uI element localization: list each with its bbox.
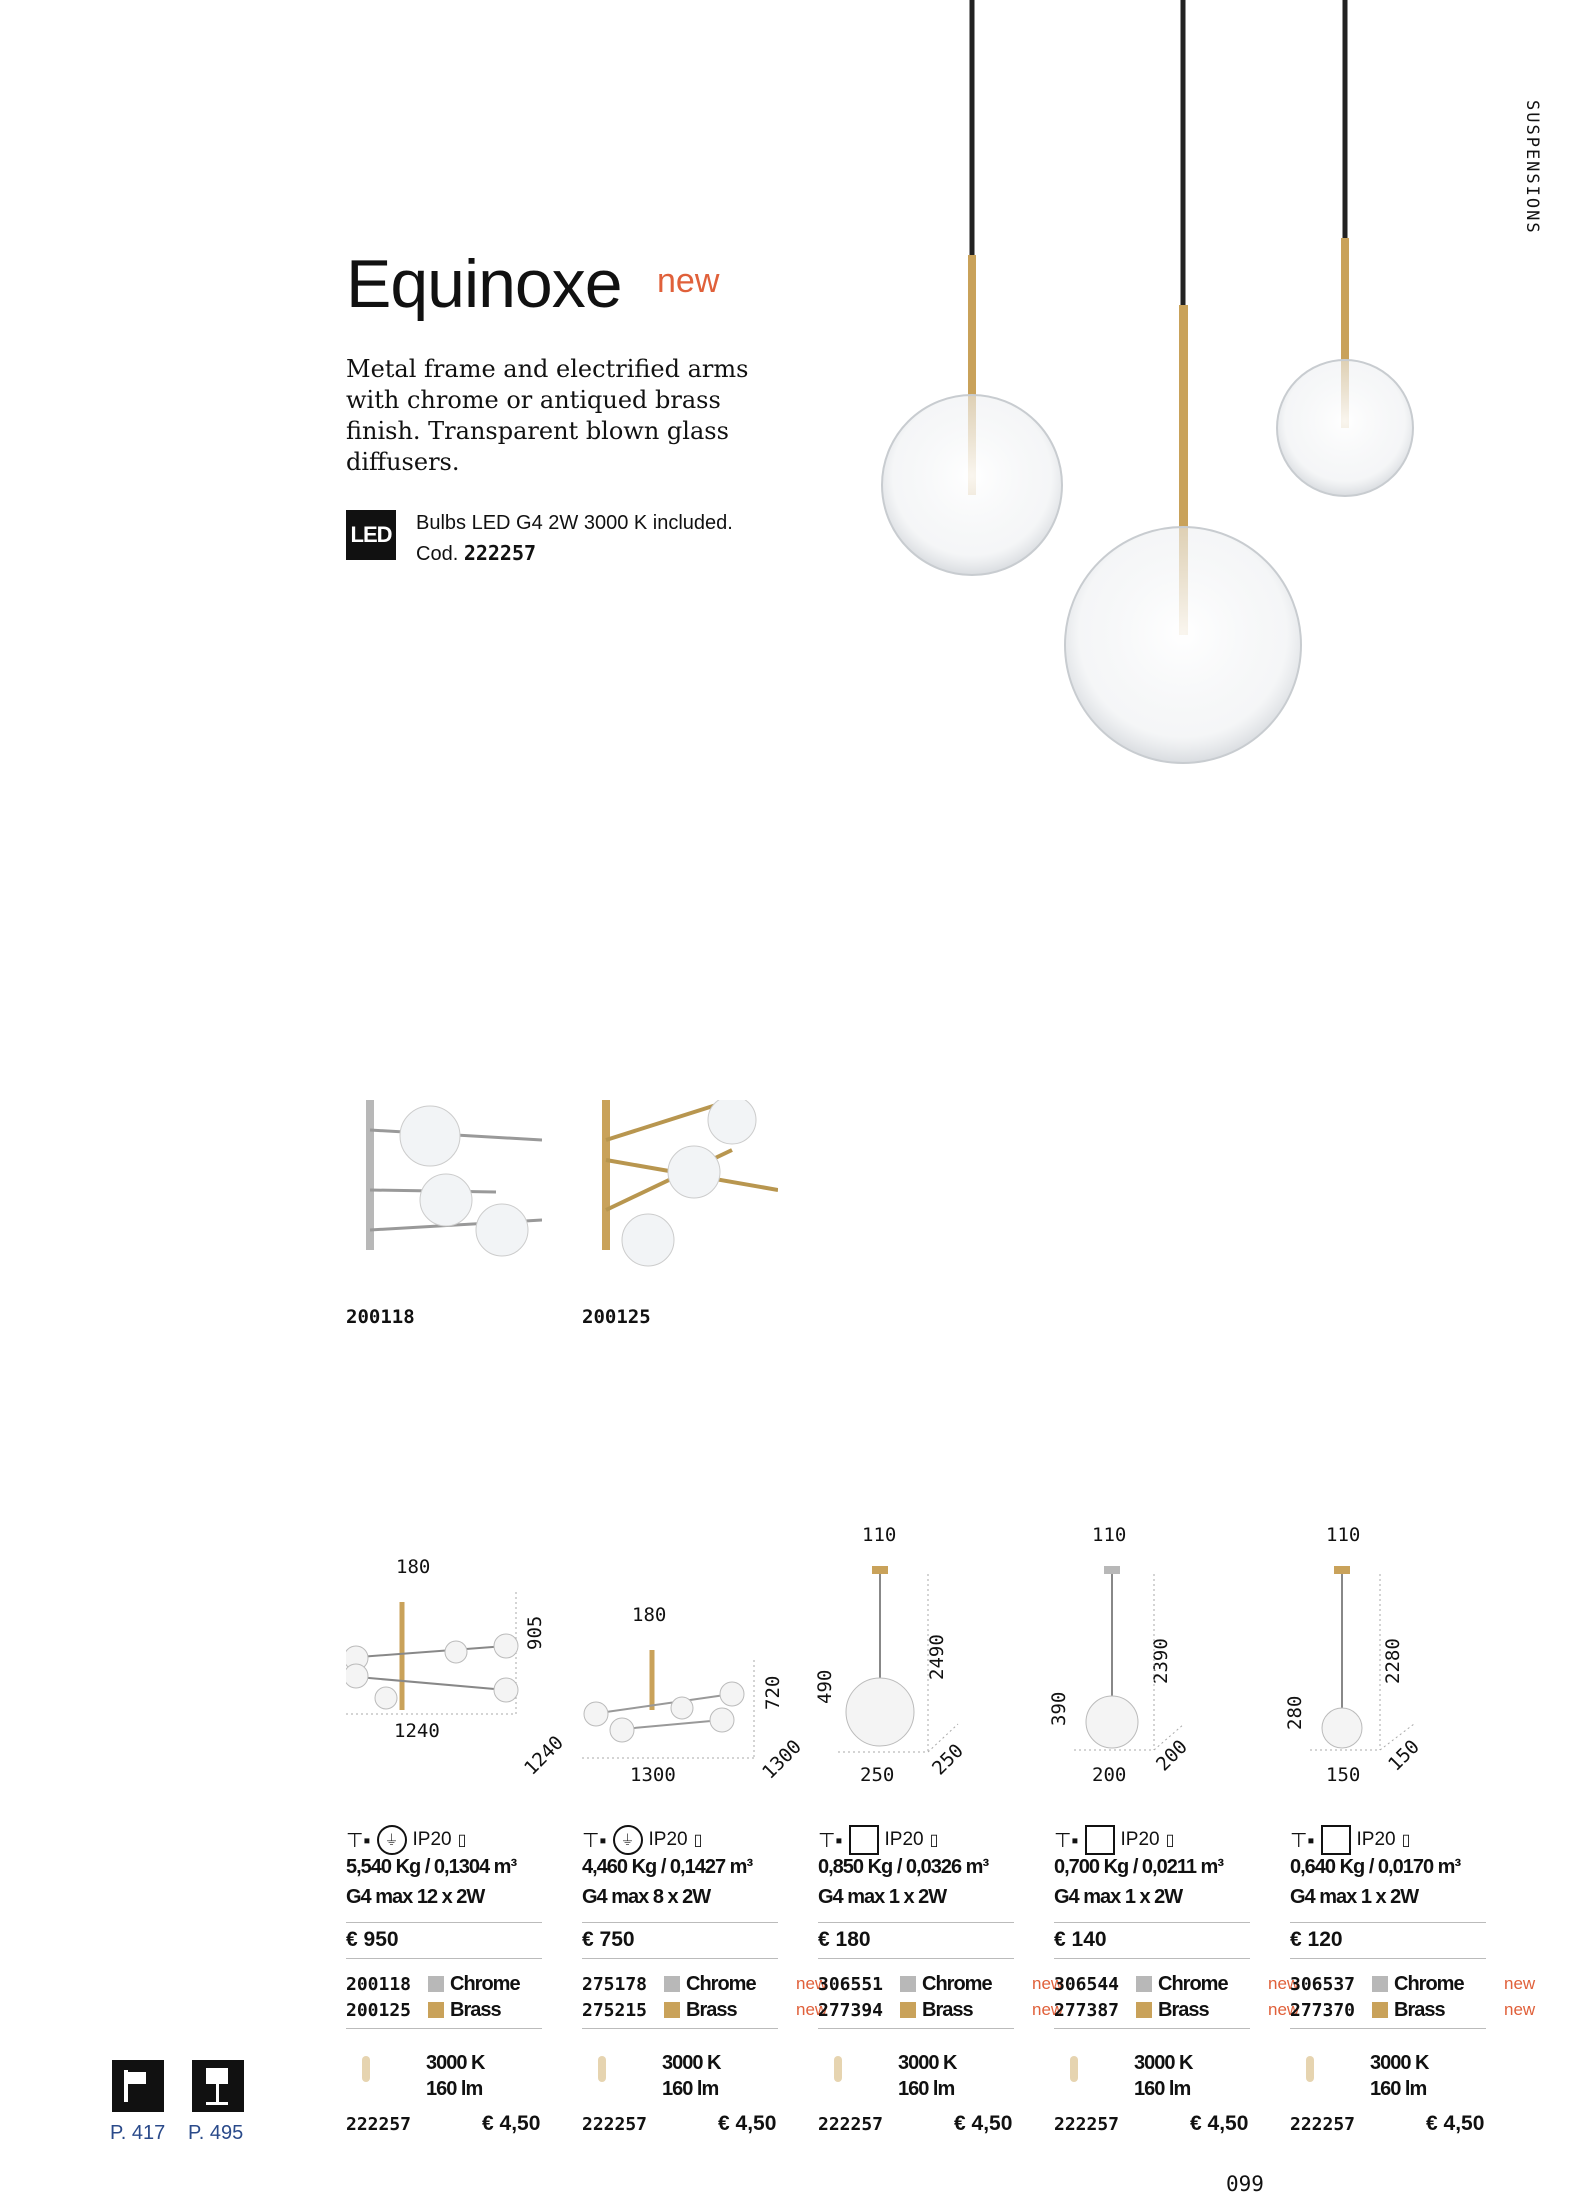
- ip-rating: IP20: [1120, 1829, 1160, 1850]
- bulb-included-icon: ▯: [693, 1832, 703, 1849]
- bulb-code: 222257: [582, 2114, 648, 2135]
- dim-width: 150: [1326, 1764, 1361, 1786]
- divider: [1054, 1958, 1250, 1959]
- bulb-icon: [834, 2056, 842, 2082]
- lamp-spec: G4 max 12 x 2W: [346, 1886, 485, 1908]
- variant-code: 306551: [818, 1973, 884, 1995]
- led-icon: LED: [346, 510, 396, 560]
- variant-finish: Chrome: [922, 1972, 992, 1995]
- new-tag: new: [1504, 1974, 1536, 1993]
- new-tag: new: [1268, 2000, 1300, 2019]
- earth-class-icon: ⏚: [377, 1825, 407, 1855]
- dim-width: 200: [1092, 1764, 1127, 1786]
- bulb-icon: [1070, 2056, 1078, 2082]
- variant-finish: Brass: [450, 1998, 501, 2021]
- variant-row: [1054, 1972, 1300, 1996]
- new-tag: new: [1268, 1974, 1300, 1993]
- lamp-spec: G4 max 1 x 2W: [1054, 1886, 1183, 1908]
- variant-code: 275215: [582, 1999, 648, 2021]
- variant-finish: Chrome: [1158, 1972, 1228, 1995]
- new-tag: new: [796, 2000, 828, 2019]
- divider: [582, 1922, 778, 1923]
- bulb-price: € 4,50: [718, 2112, 777, 2135]
- dim-width: 1300: [630, 1764, 676, 1786]
- variant-row: [346, 1998, 501, 2022]
- lamp-spec: G4 max 1 x 2W: [818, 1886, 947, 1908]
- variant-row: [818, 1972, 1064, 1996]
- thumbnail-brass-image: [582, 1100, 778, 1290]
- variant-code: 275178: [582, 1973, 648, 1995]
- weight-volume: 5,540 Kg / 0,1304 m³: [346, 1856, 517, 1878]
- dim-height: 2390: [1150, 1638, 1172, 1684]
- bulb-temp: 3000 K: [662, 2052, 721, 2074]
- divider: [346, 2028, 542, 2029]
- bulb-included-icon: ▯: [929, 1832, 939, 1849]
- dim-depth: 1300: [758, 1735, 806, 1784]
- chrome-swatch-icon: [1136, 1976, 1152, 1992]
- new-tag: new: [1032, 2000, 1064, 2019]
- bulb-lumen: 160 lm: [426, 2078, 483, 2100]
- product-column: [1284, 1520, 1536, 2140]
- variant-row: [346, 1972, 520, 1996]
- thumbnail-chrome-image: [346, 1100, 542, 1290]
- earth-class-icon: ⏚: [613, 1825, 643, 1855]
- dim-height: 905: [524, 1615, 546, 1650]
- product-drawing: [818, 1560, 1014, 1780]
- bulb-note-code: 222257: [463, 541, 537, 565]
- new-tag: new: [796, 1974, 828, 1993]
- divider: [1290, 1958, 1486, 1959]
- bulb-code: 222257: [346, 2114, 412, 2135]
- weight-volume: 0,850 Kg / 0,0326 m³: [818, 1856, 989, 1878]
- divider: [1290, 1922, 1486, 1923]
- bulb-note: [416, 508, 733, 569]
- product-price: € 140: [1054, 1928, 1107, 1951]
- bulb-lumen: 160 lm: [898, 2078, 955, 2100]
- bulb-lumen: 160 lm: [662, 2078, 719, 2100]
- bulb-icon: [1306, 2056, 1314, 2082]
- dim-top: 180: [396, 1556, 431, 1578]
- variant-finish: Chrome: [1394, 1972, 1464, 1995]
- bulb-price: € 4,50: [954, 2112, 1013, 2135]
- variant-row: [1290, 1972, 1536, 1996]
- lamp-spec: G4 max 1 x 2W: [1290, 1886, 1419, 1908]
- section-label: SUSPENSIONS: [1522, 100, 1542, 235]
- bulb-code: 222257: [1054, 2114, 1120, 2135]
- dim-globe: 390: [1048, 1691, 1070, 1726]
- thumbnail-code: 200125: [582, 1306, 651, 1328]
- new-badge: new: [657, 262, 720, 300]
- new-tag: new: [1032, 1974, 1064, 1993]
- bulb-included-icon: ▯: [1401, 1832, 1411, 1849]
- dim-width: 250: [860, 1764, 895, 1786]
- lamp-spec: G4 max 8 x 2W: [582, 1886, 711, 1908]
- variant-row: [582, 1998, 828, 2022]
- variant-code: 277370: [1290, 1999, 1356, 2021]
- bulb-price: € 4,50: [1190, 2112, 1249, 2135]
- product-price: € 750: [582, 1928, 635, 1951]
- divider: [582, 2028, 778, 2029]
- bulb-icon: [362, 2056, 370, 2082]
- bulb-icon: [598, 2056, 606, 2082]
- chrome-swatch-icon: [664, 1976, 680, 1992]
- divider: [1054, 2028, 1250, 2029]
- variant-finish: Chrome: [450, 1972, 520, 1995]
- ip-rating: IP20: [412, 1829, 452, 1850]
- ip-rating: IP20: [648, 1829, 688, 1850]
- class-ii-icon: [849, 1825, 879, 1855]
- product-drawing: [1290, 1560, 1486, 1780]
- dim-top: 110: [1326, 1524, 1361, 1546]
- bulb-temp: 3000 K: [1370, 2052, 1429, 2074]
- product-column: [346, 1520, 568, 2140]
- divider: [818, 1922, 1014, 1923]
- variant-finish: Chrome: [686, 1972, 756, 1995]
- spec-icons: [818, 1820, 1014, 1860]
- weight-volume: 4,460 Kg / 0,1427 m³: [582, 1856, 753, 1878]
- variant-row: [582, 1972, 828, 1996]
- dim-globe: 490: [814, 1669, 836, 1704]
- bulb-note-prefix: Cod.: [416, 543, 459, 565]
- product-description: Metal frame and electrified arms with chrome or antiqued brass finish. Transparent blown glass diffusers.: [346, 355, 749, 476]
- ref-link[interactable]: P. 495: [188, 2122, 244, 2144]
- class-ii-icon: [1321, 1825, 1351, 1855]
- ceiling-lamp-ref-icon[interactable]: [112, 2060, 164, 2112]
- ref-link[interactable]: P. 417: [110, 2122, 166, 2144]
- bulb-note-line: Bulbs LED G4 2W 3000 K included.: [416, 512, 733, 534]
- divider: [818, 2028, 1014, 2029]
- divider: [346, 1958, 542, 1959]
- divider: [1290, 2028, 1486, 2029]
- variant-row: [818, 1998, 1064, 2022]
- bulb-included-icon: ▯: [1165, 1832, 1175, 1849]
- divider: [1054, 1922, 1250, 1923]
- dim-depth: 250: [928, 1739, 968, 1780]
- bulb-price: € 4,50: [1426, 2112, 1485, 2135]
- dim-depth: 150: [1384, 1735, 1424, 1776]
- bulb-temp: 3000 K: [426, 2052, 485, 2074]
- bulb-temp: 3000 K: [1134, 2052, 1193, 2074]
- chrome-swatch-icon: [428, 1976, 444, 1992]
- ceiling-mount-icon: ⊤▪: [1290, 1829, 1315, 1852]
- brass-swatch-icon: [664, 2002, 680, 2018]
- variant-finish: Brass: [1394, 1998, 1445, 2021]
- dim-height: 2280: [1382, 1638, 1404, 1684]
- product-drawing: [346, 1580, 542, 1780]
- brass-swatch-icon: [1372, 2002, 1388, 2018]
- product-drawing: [582, 1630, 778, 1780]
- brass-swatch-icon: [900, 2002, 916, 2018]
- hero-pendant-image: [840, 0, 1440, 790]
- ceiling-mount-icon: ⊤▪: [1054, 1829, 1079, 1852]
- bulb-code: 222257: [1290, 2114, 1356, 2135]
- bulb-code: 222257: [818, 2114, 884, 2135]
- variant-code: 306537: [1290, 1973, 1356, 1995]
- dim-width: 1240: [394, 1720, 440, 1742]
- product-price: € 180: [818, 1928, 871, 1951]
- bulb-included-icon: ▯: [457, 1832, 467, 1849]
- divider: [582, 1958, 778, 1959]
- variant-finish: Brass: [686, 1998, 737, 2021]
- ip-rating: IP20: [1356, 1829, 1396, 1850]
- dim-height: 720: [762, 1675, 784, 1710]
- variant-code: 306544: [1054, 1973, 1120, 1995]
- new-tag: new: [1504, 2000, 1536, 2019]
- product-title: Equinoxe: [346, 246, 622, 322]
- variant-finish: Brass: [1158, 1998, 1209, 2021]
- dim-globe: 280: [1284, 1695, 1306, 1730]
- class-ii-icon: [1085, 1825, 1115, 1855]
- page-number: 099: [1226, 2172, 1264, 2196]
- ceiling-mount-icon: ⊤▪: [818, 1829, 843, 1852]
- bulb-lumen: 160 lm: [1370, 2078, 1427, 2100]
- bulb-note-code-line: [416, 538, 733, 569]
- variant-row: [1290, 1998, 1536, 2022]
- dim-top: 110: [862, 1524, 897, 1546]
- spec-icons: [1054, 1820, 1250, 1860]
- chrome-swatch-icon: [1372, 1976, 1388, 1992]
- variant-code: 200125: [346, 1999, 412, 2021]
- ip-rating: IP20: [884, 1829, 924, 1850]
- bulb-temp: 3000 K: [898, 2052, 957, 2074]
- spec-icons: [346, 1820, 542, 1860]
- ceiling-mount-icon: ⊤▪: [582, 1829, 607, 1852]
- thumbnail-code: 200118: [346, 1306, 415, 1328]
- bulb-lumen: 160 lm: [1134, 2078, 1191, 2100]
- product-price: € 950: [346, 1928, 399, 1951]
- variant-finish: Brass: [922, 1998, 973, 2021]
- variant-code: 200118: [346, 1973, 412, 1995]
- brass-swatch-icon: [428, 2002, 444, 2018]
- weight-volume: 0,700 Kg / 0,0211 m³: [1054, 1856, 1224, 1878]
- divider: [346, 1922, 542, 1923]
- dim-depth: 1240: [520, 1731, 568, 1780]
- dim-depth: 200: [1152, 1735, 1192, 1776]
- divider: [818, 1958, 1014, 1959]
- dim-top: 110: [1092, 1524, 1127, 1546]
- floor-lamp-ref-icon[interactable]: [192, 2060, 244, 2112]
- spec-icons: [582, 1820, 778, 1860]
- product-price: € 120: [1290, 1928, 1343, 1951]
- spec-icons: [1290, 1820, 1486, 1860]
- chrome-swatch-icon: [900, 1976, 916, 1992]
- variant-row: [1054, 1998, 1300, 2022]
- brass-swatch-icon: [1136, 2002, 1152, 2018]
- dim-height: 2490: [926, 1634, 948, 1680]
- variant-code: 277394: [818, 1999, 884, 2021]
- product-drawing: [1054, 1560, 1250, 1780]
- dim-top: 180: [632, 1604, 667, 1626]
- bulb-price: € 4,50: [482, 2112, 541, 2135]
- ceiling-mount-icon: ⊤▪: [346, 1829, 371, 1852]
- weight-volume: 0,640 Kg / 0,0170 m³: [1290, 1856, 1461, 1878]
- variant-code: 277387: [1054, 1999, 1120, 2021]
